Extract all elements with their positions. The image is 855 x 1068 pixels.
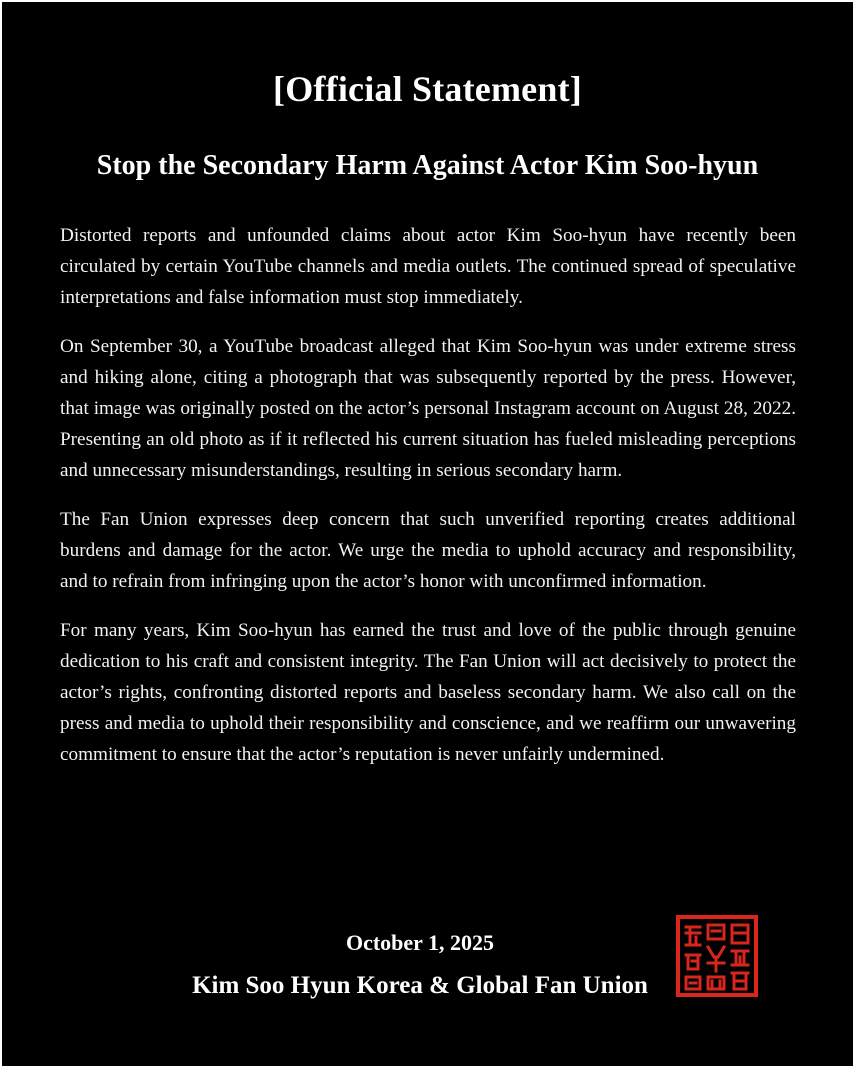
paragraph-3: The Fan Union expresses deep concern that such unverified reporting creates additional burdens and damage for the actor. We urge the media to uphold accuracy and responsibility, and to refrain from infringing upon the actor’s honor with unconfirmed information. bbox=[60, 509, 796, 592]
statement-date: October 1, 2025 bbox=[345, 930, 495, 955]
statement-body bbox=[60, 220, 796, 788]
page-title: [Official Statement] bbox=[273, 69, 582, 109]
paragraph-2: On September 30, a YouTube broadcast alleged that Kim Soo-hyun was under extreme stress and hiking alone, citing a photograph that was subsequently reported by the press. However, that image was originally posted on the actor’s personal Instagram account on August 28, 2022. Presenting an old photo as if it reflected his current situation has fueled misleading perceptions and unnecessary misunderstandings, resulting in serious secondary harm. bbox=[60, 336, 796, 481]
paragraph-4: For many years, Kim Soo-hyun has earned the trust and love of the public through genuine dedication to his craft and consistent integrity. The Fan Union will act decisively to protect the actor’s rights, confronting distorted reports and baseless secondary harm. We also call on the press and media to uphold their responsibility and conscience, and we reaffirm our unwavering commitment to ensure that the actor’s reputation is never unfairly undermined. bbox=[60, 620, 796, 765]
page-subtitle: Stop the Secondary Harm Against Actor Kim Soo-hyun bbox=[96, 150, 759, 181]
statement-signature: Kim Soo Hyun Korea & Global Fan Union bbox=[192, 972, 648, 999]
statement-sheet bbox=[2, 2, 853, 1066]
paragraph-1: Distorted reports and unfounded claims about actor Kim Soo-hyun have recently been circulated by certain YouTube channels and media outlets. The continued spread of speculative interpretations and false information must stop immediately. bbox=[60, 225, 796, 308]
red-seal-stamp-icon bbox=[676, 915, 758, 997]
